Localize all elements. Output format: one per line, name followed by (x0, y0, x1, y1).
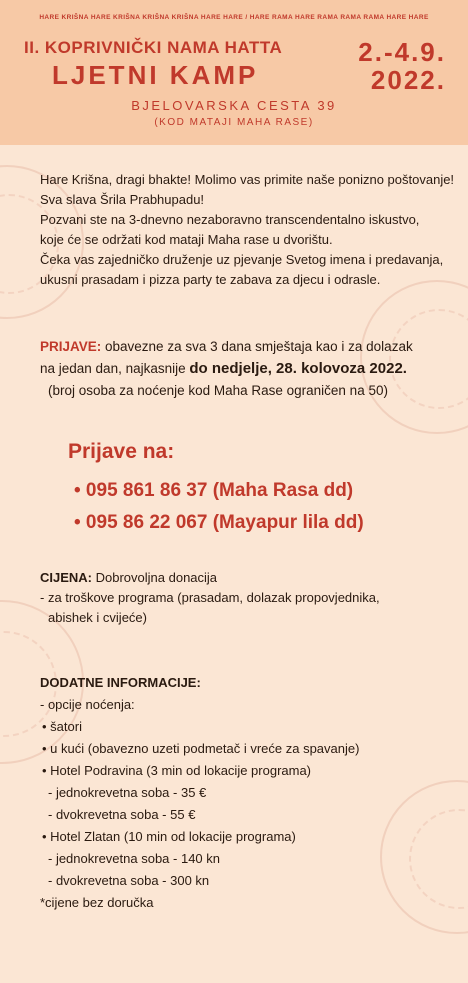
registration-text-1: obavezne za sva 3 dana smještaja kao i za dolazak (101, 339, 413, 354)
registration-label: PRIJAVE: (40, 339, 102, 354)
registration-notice (40, 336, 460, 402)
phone-number-1[interactable]: • 095 861 86 37 (Maha Rasa dd) (74, 480, 354, 501)
lodging-option: • Hotel Podravina (3 min od lokacije programa) (40, 760, 460, 782)
price-section (40, 568, 460, 628)
additional-info-heading: DODATNE INFORMACIJE: (40, 675, 201, 690)
price-label: CIJENA: (40, 570, 93, 585)
event-dates (336, 38, 446, 94)
room-price: - jednokrevetna soba - 35 € (48, 785, 207, 800)
price-value: Dobrovoljna donacija (92, 570, 218, 585)
contact-heading: Prijave na: (68, 440, 175, 463)
additional-info-section (40, 672, 460, 914)
date-line-1: 2.-4.9. (358, 37, 446, 67)
registration-deadline: do nedjelje, 28. kolovoza 2022. (189, 360, 407, 377)
price-line-1 (40, 568, 460, 588)
date-line-2: 2022. (370, 65, 446, 95)
price-line-3: abishek i cvijeće) (48, 610, 147, 625)
event-title: II. KOPRIVNIČKI NAMA HATTA (24, 38, 283, 57)
lodging-option: • šatori (40, 716, 460, 738)
event-subtitle: LJETNI KAMP (52, 60, 259, 90)
intro-line: Čeka vas zajedničko druženje uz pjevanje Svetog imena i predavanja, (40, 252, 444, 267)
event-address-note: (KOD MATAJI MAHA RASE) (154, 117, 314, 128)
header-banner (0, 0, 468, 145)
event-address: BJELOVARSKA CESTA 39 (131, 98, 337, 113)
intro-line: koje će se održati kod mataji Maha rase u dvorištu. (40, 232, 333, 247)
lodging-options-list (40, 716, 460, 892)
intro-line: Pozvani ste na 3-dnevno nezaboravno transcendentalno iskustvo, (40, 212, 420, 227)
room-price: - dvokrevetna soba - 55 € (48, 807, 196, 822)
intro-paragraph (40, 170, 460, 290)
price-line-2: - za troškove programa (prasadam, dolazak propovjednika, (40, 590, 380, 605)
room-price: - jednokrevetna soba - 140 kn (48, 851, 220, 866)
intro-line: Sva slava Šrila Prabhupadu! (40, 192, 205, 207)
registration-line-2 (40, 358, 460, 380)
lodging-option: • u kući (obavezno uzeti podmetač i vreće za spavanje) (40, 738, 460, 760)
price-footnote: *cijene bez doručka (40, 895, 154, 910)
lodging-option: • Hotel Zlatan (10 min od lokacije programa) (40, 826, 460, 848)
flyer-body (40, 170, 460, 910)
registration-text-2: na jedan dan, najkasnije (40, 361, 190, 376)
intro-line: ukusni prasadam i pizza party te zabava za djecu i odrasle. (40, 272, 381, 287)
room-price: - dvokrevetna soba - 300 kn (48, 873, 210, 888)
intro-line: Hare Krišna, dragi bhakte! Molimo vas primite naše ponizno poštovanje! (40, 172, 455, 187)
registration-line-3: (broj osoba za noćenje kod Maha Rase ograničen na 50) (48, 383, 388, 398)
phone-number-2[interactable]: • 095 86 22 067 (Mayapur lila dd) (74, 512, 364, 533)
mantra-line: HARE KRIŠNA HARE KRIŠNA KRIŠNA KRIŠNA HARE HARE / HARE RAMA HARE RAMA RAMA RAMA HARE HARE (39, 14, 429, 21)
registration-line-1 (40, 336, 460, 358)
lodging-options-label: - opcije noćenja: (40, 697, 135, 712)
